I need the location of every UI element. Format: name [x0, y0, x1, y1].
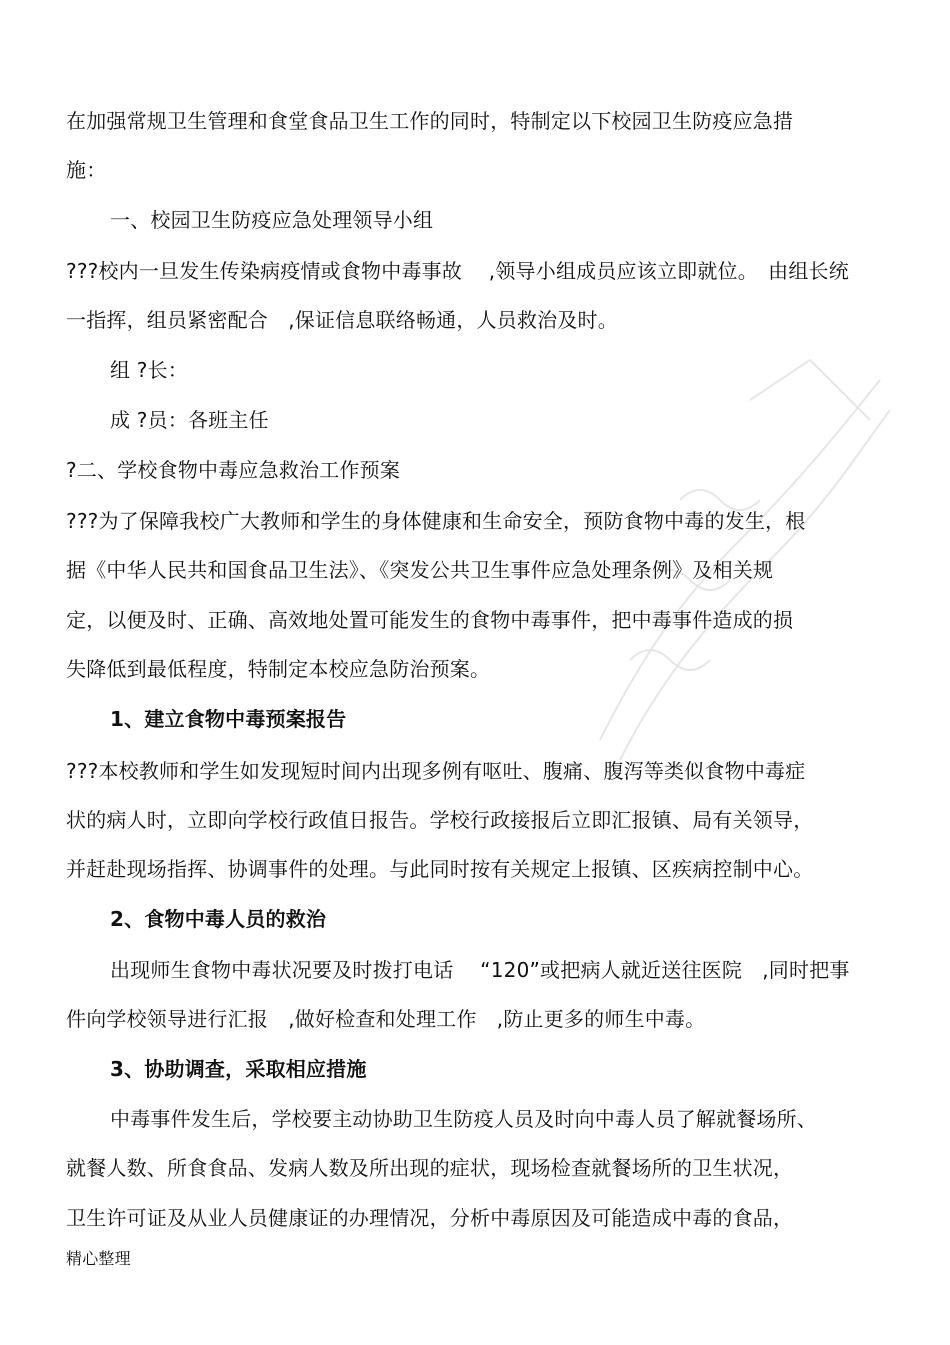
text-line-14: ???本校教师和学生如发现短时间内出现多例有呕吐、腹痛、腹泻等类似食物中毒症: [66, 759, 806, 783]
subsection-heading-2: 2、食物中毒人员的救治: [110, 907, 327, 931]
text-line-18: 出现师生食物中毒状况要及时拨打电话 “120”或把病人就近送往医院 ,同时把事: [110, 958, 850, 982]
text-line-9: ???为了保障我校广大教师和学生的身体健康和生命安全，预防食物中毒的发生，根: [66, 509, 806, 533]
text-line-4: ???校内一旦发生传染病疫情或食物中毒事故 ,领导小组成员应该立即就位。 由组长统: [66, 259, 849, 283]
text-line-12: 失降低到最低程度，特制定本校应急防治预案。: [66, 657, 491, 681]
text-line-22: 就餐人数、所食食品、发病人数及所出现的症状，现场检查就餐场所的卫生状况，: [66, 1156, 794, 1180]
subsection-heading-3: 3、协助调查，采取相应措施: [110, 1057, 367, 1081]
text-line-15: 状的病人时，立即向学校行政值日报告。学校行政接报后立即汇报镇、局有关领导，: [66, 808, 814, 832]
footer-text: 精心整理: [66, 1249, 131, 1268]
text-line-1: 在加强常规卫生管理和食堂食品卫生工作的同时，特制定以下校园卫生防疫应急措: [66, 109, 794, 133]
section-heading-1: 一、校园卫生防疫应急处理领导小组: [110, 208, 434, 232]
group-leader-line: 组 ?长：: [110, 358, 188, 382]
text-line-11: 定，以便及时、正确、高效地处置可能发生的食物中毒事件，把中毒事件造成的损: [66, 608, 794, 632]
text-line-23: 卫生许可证及从业人员健康证的办理情况，分析中毒原因及可能造成中毒的食品，: [66, 1206, 794, 1230]
text-line-21: 中毒事件发生后，学校要主动协助卫生防疫人员及时向中毒人员了解就餐场所、: [110, 1107, 817, 1131]
section-heading-2: ?二、学校食物中毒应急救治工作预案: [66, 458, 401, 482]
text-line-16: 并赶赴现场指挥、协调事件的处理。与此同时按有关规定上报镇、区疾病控制中心。: [66, 857, 814, 881]
subsection-heading-1: 1、建立食物中毒预案报告: [110, 707, 347, 731]
group-member-line: 成 ?员：各班主任: [110, 408, 269, 432]
text-line-19: 件向学校领导进行汇报 ,做好检查和处理工作 ,防止更多的师生中毒。: [66, 1007, 706, 1031]
text-line-2: 施：: [66, 158, 107, 182]
text-line-5: 一指挥，组员紧密配合 ,保证信息联络畅通，人员救治及时。: [66, 308, 618, 332]
text-line-10: 据《中华人民共和国食品卫生法》、《突发公共卫生事件应急处理条例》及相关规: [66, 558, 774, 582]
